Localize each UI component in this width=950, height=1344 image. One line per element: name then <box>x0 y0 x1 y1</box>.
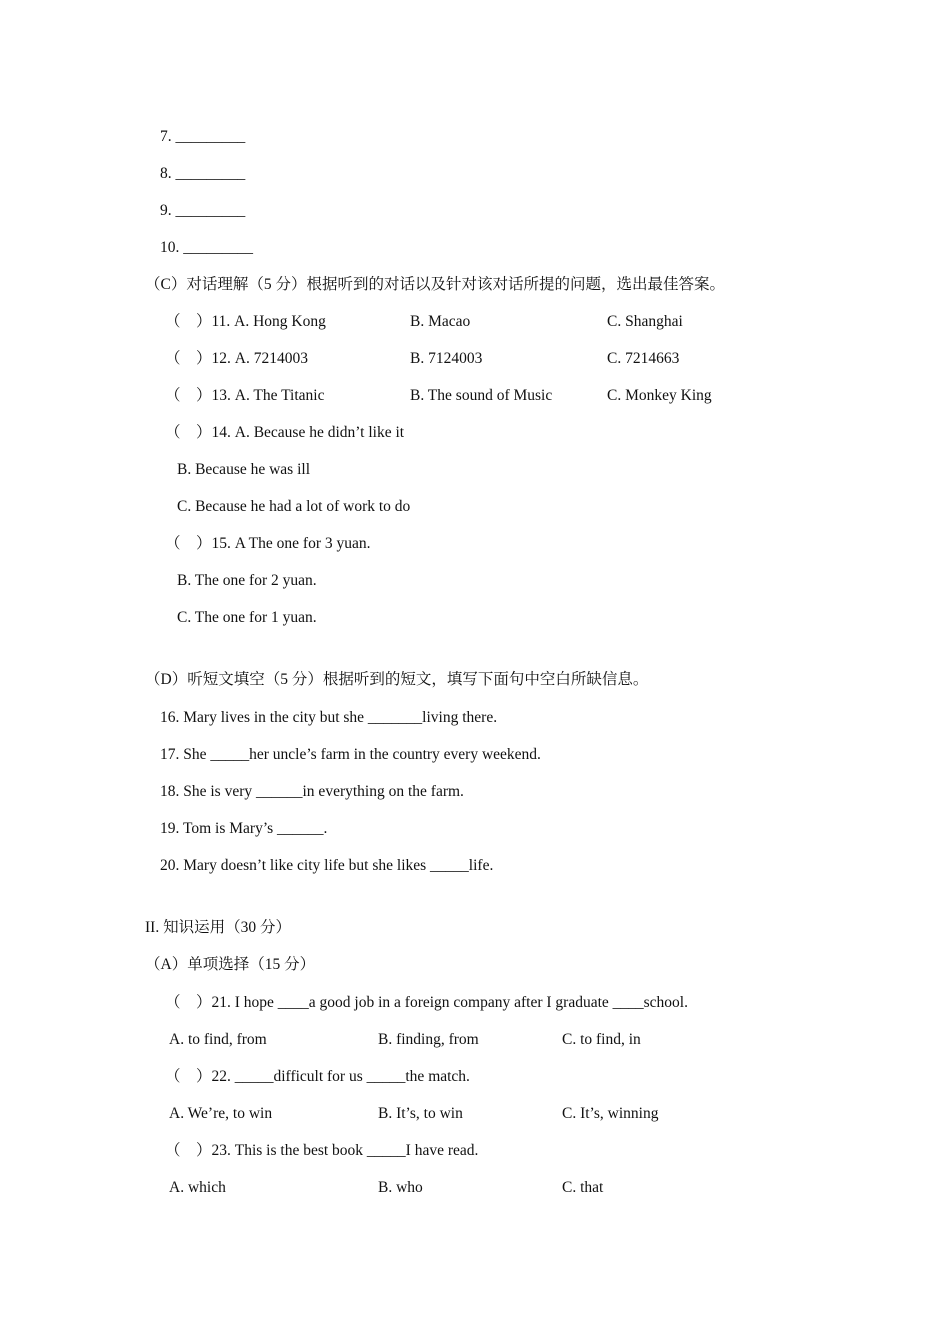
question-13-option-b: B. The sound of Music <box>410 387 553 404</box>
question-23: （ ）23. This is the best book _____I have read. <box>165 1142 479 1159</box>
question-21: （ ）21. I hope ____a good job in a foreign company after I graduate ____school. <box>165 994 688 1011</box>
question-20: 20. Mary doesn’t like city life but she likes _____life. <box>160 857 494 874</box>
question-15-option-b: B. The one for 2 yuan. <box>177 572 317 589</box>
question-11: （ ）11. A. Hong Kong <box>165 313 326 330</box>
question-23-option-a: A. which <box>169 1179 226 1196</box>
question-14: （ ）14. A. Because he didn’t like it <box>165 424 405 441</box>
question-12: （ ）12. A. 7214003 <box>165 350 308 367</box>
question-22-option-b: B. It’s, to win <box>378 1105 463 1122</box>
question-12-option-c: C. 7214663 <box>607 350 680 367</box>
question-13-option-c: C. Monkey King <box>607 387 712 404</box>
question-15-option-c: C. The one for 1 yuan. <box>177 609 317 626</box>
question-11-option-c: C. Shanghai <box>607 313 683 330</box>
question-12-option-b: B. 7124003 <box>410 350 483 367</box>
question-17: 17. She _____her uncle’s farm in the country every weekend. <box>160 746 541 763</box>
question-21-option-c: C. to find, in <box>562 1031 641 1048</box>
question-23-option-b: B. who <box>378 1179 423 1196</box>
question-19: 19. Tom is Mary’s ______. <box>160 820 328 837</box>
question-13: （ ）13. A. The Titanic <box>165 387 325 404</box>
section-a-heading: （A）单项选择（15 分） <box>145 956 316 973</box>
question-22-option-c: C. It’s, winning <box>562 1105 659 1122</box>
answer-line-10: 10. _________ <box>160 239 253 256</box>
question-11-option-b: B. Macao <box>410 313 471 330</box>
answer-line-7: 7. _________ <box>160 128 246 145</box>
question-14-option-c: C. Because he had a lot of work to do <box>177 498 411 515</box>
question-14-option-b: B. Because he was ill <box>177 461 311 478</box>
question-21-option-a: A. to find, from <box>169 1031 267 1048</box>
section-c-heading: （C）对话理解（5 分）根据听到的对话以及针对该对话所提的问题，选出最佳答案。 <box>145 276 725 293</box>
answer-line-9: 9. _________ <box>160 202 246 219</box>
question-23-option-c: C. that <box>562 1179 604 1196</box>
part-ii-heading: II. 知识运用（30 分） <box>145 919 291 936</box>
question-21-option-b: B. finding, from <box>378 1031 479 1048</box>
question-22-option-a: A. We’re, to win <box>169 1105 273 1122</box>
question-18: 18. She is very ______in everything on the farm. <box>160 783 464 800</box>
question-22: （ ）22. _____difficult for us _____the match. <box>165 1068 470 1085</box>
section-d-heading: （D）听短文填空（5 分）根据听到的短文，填写下面句中空白所缺信息。 <box>145 671 649 688</box>
answer-line-8: 8. _________ <box>160 165 246 182</box>
question-15: （ ）15. A The one for 3 yuan. <box>165 535 371 552</box>
question-16: 16. Mary lives in the city but she _______living there. <box>160 709 498 726</box>
